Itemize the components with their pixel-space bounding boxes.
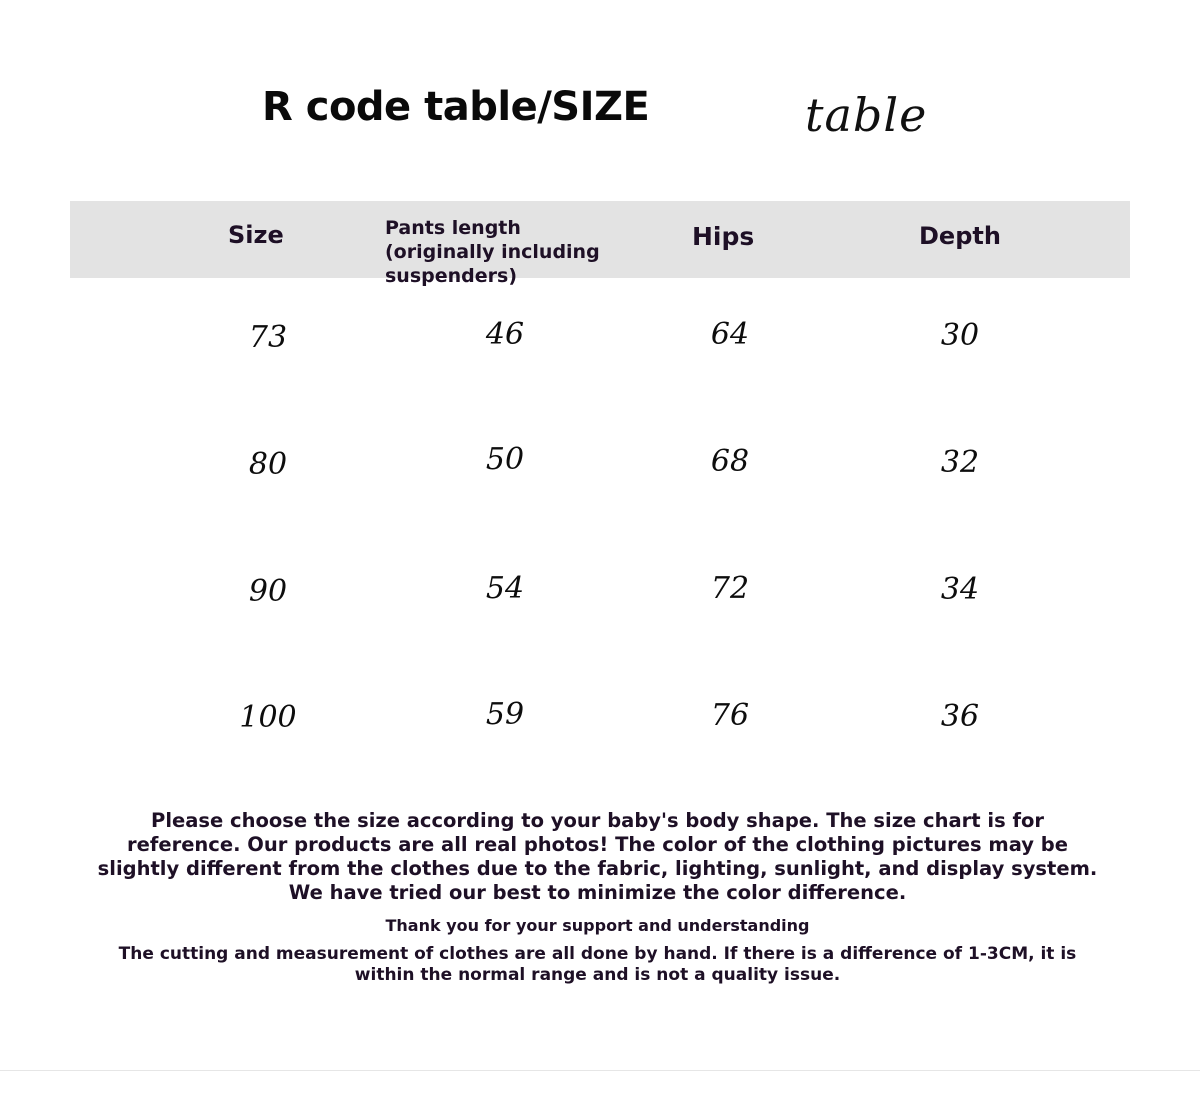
cell-size: 100 xyxy=(239,700,297,735)
bottom-divider xyxy=(0,1070,1200,1071)
cell-hips: 72 xyxy=(710,571,750,606)
cell-pants: 54 xyxy=(485,571,525,606)
header-hips: Hips xyxy=(692,222,755,251)
cell-size: 90 xyxy=(248,574,288,609)
page-title: R code table/SIZE xyxy=(262,84,650,130)
header-pants-length: Pants length (originally including suspenders) xyxy=(385,217,600,287)
handwritten-title: table xyxy=(805,88,928,142)
cell-depth: 32 xyxy=(940,445,980,480)
cell-hips: 68 xyxy=(710,444,750,479)
cell-size: 80 xyxy=(248,447,288,482)
cell-pants: 50 xyxy=(485,442,525,477)
header-size: Size xyxy=(228,221,284,249)
cell-pants: 46 xyxy=(485,317,525,352)
header-depth: Depth xyxy=(919,222,1001,250)
size-guidance-note: Please choose the size according to your baby's body shape. The size chart is for reference. Our products are all real photos! The color of the clothing pictures may be slightly different from the clothes due to the fabric, lighting, sunlight, and display system. We have tried our best to minimize the color difference. xyxy=(97,809,1098,904)
cell-hips: 76 xyxy=(710,698,750,733)
cell-depth: 30 xyxy=(940,318,980,353)
cell-depth: 36 xyxy=(940,699,980,734)
thanks-note: Thank you for your support and understanding xyxy=(385,916,810,935)
cell-hips: 64 xyxy=(710,317,750,352)
cell-depth: 34 xyxy=(940,572,980,607)
cell-pants: 59 xyxy=(485,697,525,732)
measurement-note: The cutting and measurement of clothes are all done by hand. If there is a difference of 1-3CM, it is within the normal range and is not a quality issue. xyxy=(118,944,1077,985)
cell-size: 73 xyxy=(248,320,288,355)
